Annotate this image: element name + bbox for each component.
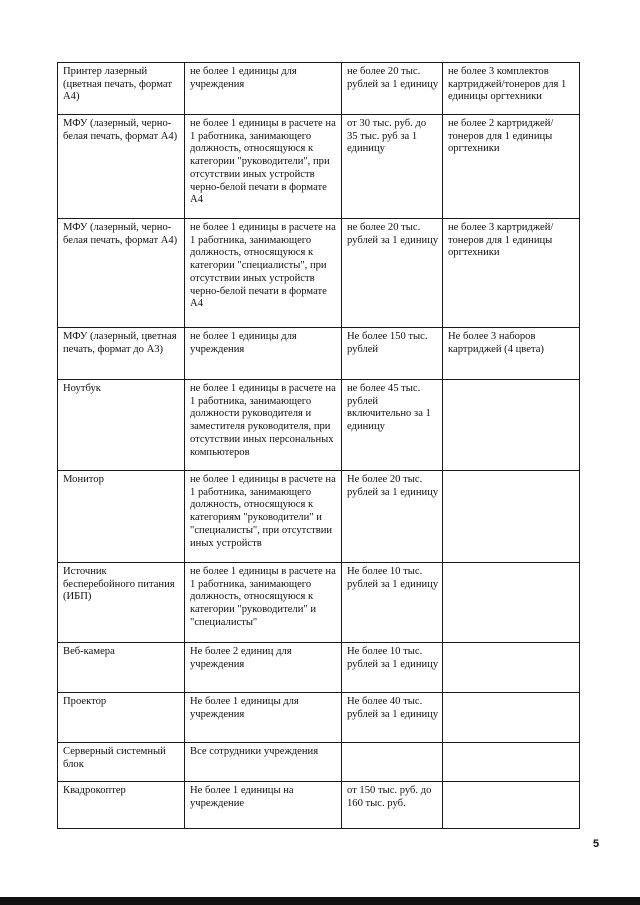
quantity-norm-cell: Не более 1 единицы для учреждения [185, 693, 342, 743]
price-norm-cell: Не более 150 тыс. рублей [342, 328, 443, 380]
consumables-norm-cell [443, 380, 580, 471]
quantity-norm-cell: Все сотрудники учреждения [185, 743, 342, 782]
equipment-norms-table [57, 62, 580, 829]
price-norm-cell: Не более 40 тыс. рублей за 1 единицу [342, 693, 443, 743]
item-name-cell: Проектор [58, 693, 185, 743]
consumables-norm-cell [443, 693, 580, 743]
scan-edge-bar [0, 897, 640, 905]
quantity-norm-cell: Не более 1 единицы на учреждение [185, 782, 342, 829]
table-row [58, 328, 580, 380]
table-row [58, 743, 580, 782]
table-row [58, 643, 580, 693]
item-name-cell: МФУ (лазерный, черно-белая печать, формат А4) [58, 115, 185, 219]
item-name-cell: Источник бесперебойного питания (ИБП) [58, 563, 185, 643]
quantity-norm-cell: не более 1 единицы в расчете на 1 работника, занимающего должность, относящуюся к категории "специалисты", при отсутствии иных устройств черно-белой печати в формате А4 [185, 219, 342, 328]
consumables-norm-cell: не более 2 картриджей/тонеров для 1 единицы оргтехники [443, 115, 580, 219]
consumables-norm-cell [443, 743, 580, 782]
item-name-cell: Веб-камера [58, 643, 185, 693]
quantity-norm-cell: не более 1 единицы в расчете на 1 работника, занимающего должность, относящуюся к категориям "руководители" и "специалисты", при отсутствии иных устройств [185, 471, 342, 563]
price-norm-cell: не более 20 тыс. рублей за 1 единицу [342, 219, 443, 328]
table-row [58, 115, 580, 219]
table-row [58, 380, 580, 471]
item-name-cell: Серверный системный блок [58, 743, 185, 782]
item-name-cell: МФУ (лазерный, черно-белая печать, формат А4) [58, 219, 185, 328]
quantity-norm-cell: не более 1 единицы в расчете на 1 работника, занимающего должность, относящуюся к категории "руководители", при отсутствии иных устройств черно-белой печати в формате А4 [185, 115, 342, 219]
table-row [58, 693, 580, 743]
item-name-cell: Ноутбук [58, 380, 185, 471]
consumables-norm-cell [443, 563, 580, 643]
price-norm-cell: Не более 10 тыс. рублей за 1 единицу [342, 643, 443, 693]
quantity-norm-cell: не более 1 единицы для учреждения [185, 63, 342, 115]
price-norm-cell: от 150 тыс. руб. до 160 тыс. руб. [342, 782, 443, 829]
table-row [58, 63, 580, 115]
consumables-norm-cell: не более 3 картриджей/тонеров для 1 единицы оргтехники [443, 219, 580, 328]
table-row [58, 782, 580, 829]
price-norm-cell: не более 20 тыс. рублей за 1 единицу [342, 63, 443, 115]
price-norm-cell: Не более 10 тыс. рублей за 1 единицу [342, 563, 443, 643]
table-row [58, 563, 580, 643]
price-norm-cell: Не более 20 тыс. рублей за 1 единицу [342, 471, 443, 563]
consumables-norm-cell [443, 471, 580, 563]
quantity-norm-cell: не более 1 единицы в расчете на 1 работника, занимающего должности руководителя и заместителя руководителя, при отсутствии иных персональных компьютеров [185, 380, 342, 471]
item-name-cell: Квадрокоптер [58, 782, 185, 829]
item-name-cell: МФУ (лазерный, цветная печать, формат до А3) [58, 328, 185, 380]
table-row [58, 219, 580, 328]
consumables-norm-cell: Не более 3 наборов картриджей (4 цвета) [443, 328, 580, 380]
item-name-cell: Монитор [58, 471, 185, 563]
price-norm-cell [342, 743, 443, 782]
consumables-norm-cell [443, 643, 580, 693]
table-row [58, 471, 580, 563]
quantity-norm-cell: Не более 2 единиц для учреждения [185, 643, 342, 693]
consumables-norm-cell [443, 782, 580, 829]
consumables-norm-cell: не более 3 комплектов картриджей/тонеров для 1 единицы оргтехники [443, 63, 580, 115]
price-norm-cell: не более 45 тыс. рублей включительно за 1 единицу [342, 380, 443, 471]
item-name-cell: Принтер лазерный (цветная печать, формат А4) [58, 63, 185, 115]
price-norm-cell: от 30 тыс. руб. до 35 тыс. руб за 1 единицу [342, 115, 443, 219]
quantity-norm-cell: не более 1 единицы для учреждения [185, 328, 342, 380]
quantity-norm-cell: не более 1 единицы в расчете на 1 работника, занимающего должность, относящуюся к категории "руководители" и "специалисты" [185, 563, 342, 643]
page-number: 5 [593, 838, 600, 850]
